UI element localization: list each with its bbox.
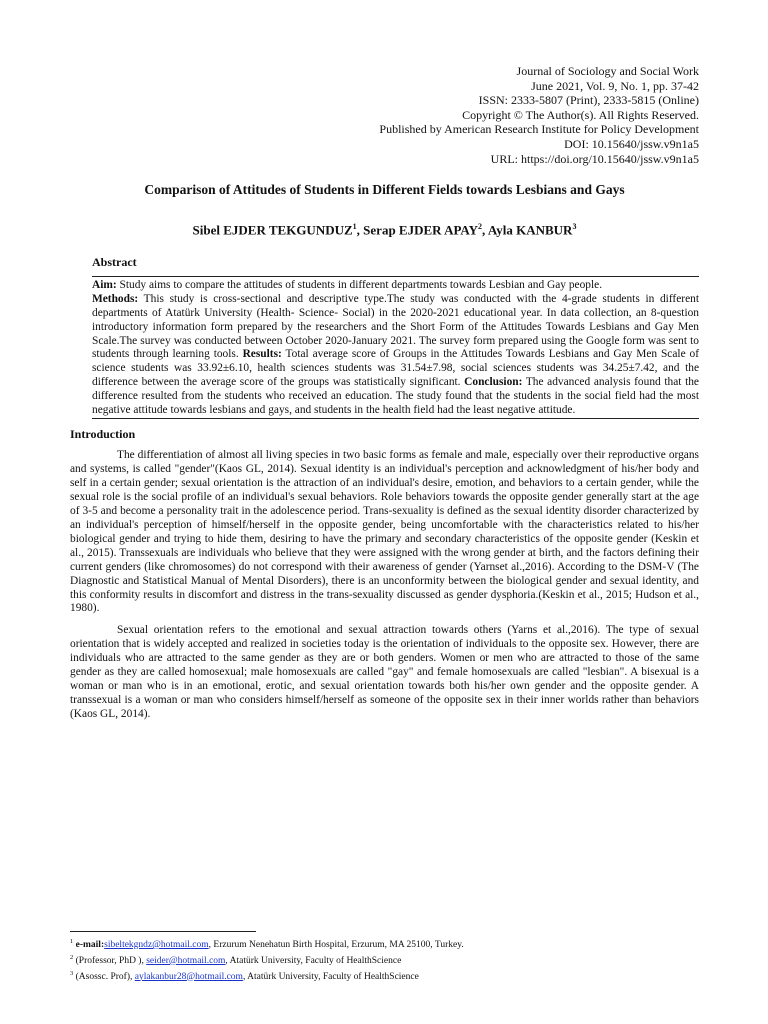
email-link[interactable]: aylakanbur28@hotmail.com — [134, 971, 243, 982]
aim-text: Study aims to compare the attitudes of students in different departments towards Lesbian and Gay people. — [116, 279, 603, 292]
footnote-text: , Erzurum Nenehatun Birth Hospital, Erzurum, MA 25100, Turkey. — [208, 940, 464, 951]
doi: DOI: 10.15640/jssw.v9n1a5 — [564, 136, 699, 151]
conclusion-text: The advanced analysis found that the difference resulted from the students who received an education. The study found that the students in the social field had the most negative attitude towards lesbians and gays, and students in the health field had the least negative attitude. — [92, 376, 699, 416]
results-label: Results: — [242, 348, 282, 361]
footnote-divider — [70, 931, 256, 932]
footnote-text: , Atatürk University, Faculty of HealthScience — [225, 955, 402, 966]
publisher: Published by American Research Institute for Policy Development — [379, 122, 699, 137]
author-name: Sibel EJDER TEKGUNDUZ — [192, 222, 353, 238]
url: URL: https://doi.org/10.15640/jssw.v9n1a5 — [490, 151, 699, 166]
footnote-number: 1 — [70, 938, 74, 945]
methods-label: Methods: — [92, 293, 139, 306]
issn: ISSN: 2333-5807 (Print), 2333-5815 (Online) — [478, 93, 699, 108]
author-name: Ayla KANBUR — [487, 222, 573, 238]
author-affiliation-mark: 2 — [478, 222, 483, 232]
body-paragraph: The differentiation of almost all living species in two basic forms as female and male, especially over their reproductive organs and systems, is called "gender"(Kaos GL, 2014). Sexual identity is an individual's perception and acknowledgment of his/her body and self in a certain gender; sexual orientation is the attraction of an individual's desire, emotion, and behaviors to a certain gender, while the sexual role is the social profile of an individual's sexual behaviors. Role behaviors towards the opposite gender generally start at the age of 3-5 and become a personality trait in the adolescence period. Trans-sexuality is defined as the sexual identity disorder characterized by an individual's perception of himself/herself in the opposite gender, being uncomfortable with the characteristics related to his/her biological gender and trying to hide them, desiring to have the primary and secondary characteristics of the opposite gender (Keskin et al., 2015). Transsexuals are individuals who believe that they were assigned with the wrong gender at birth, and the factors defining their current genders (like chromosomes) do not correspond with their awareness of gender (Yarnset al.,2016). According to the DSM-V (The Diagnostic and Statistical Manual of Mental Disorders), there is an unconformity between the biological gender and sexual identity, and this conformity results in discomfort and distress in the trans-sexuality discussed as gender dysphoria.(Keskin et al., 2015; Hudson et al., 1980). — [70, 449, 699, 615]
footnote-prefix: (Asossc. Prof), — [75, 971, 135, 982]
issue-info: June 2021, Vol. 9, No. 1, pp. 37-42 — [531, 78, 699, 93]
email-link[interactable]: seider@hotmail.com — [146, 955, 226, 966]
copyright: Copyright © The Author(s). All Rights Reserved. — [462, 107, 699, 122]
introduction-heading: Introduction — [70, 427, 136, 442]
footnote-item — [70, 936, 699, 952]
footnote-item — [70, 968, 699, 984]
footnote-text: , Atatürk University, Faculty of HealthScience — [242, 971, 419, 982]
author-affiliation-mark: 1 — [352, 222, 357, 232]
journal-name: Journal of Sociology and Social Work — [516, 64, 699, 78]
paper-title: Comparison of Attitudes of Students in Different Fields towards Lesbians and Gays — [144, 182, 625, 198]
footnotes — [70, 931, 699, 983]
author-name: Serap EJDER APAY — [363, 222, 479, 238]
footnote-prefix: (Professor, PhD ), — [75, 955, 147, 966]
results-text: Total average score of Groups in the Attitudes Towards Lesbians and Gay Men Scale of science students was 33.92±6.10, health sciences students was 31.54±7.98, social sciences students was 34.25±7.42, and the difference between the average score of the groups was statistically significant. — [92, 348, 699, 389]
abstract-body — [92, 276, 699, 419]
article-page — [70, 64, 699, 722]
journal-header — [70, 64, 699, 166]
author-affiliation-mark: 3 — [572, 222, 577, 232]
author-list — [70, 222, 699, 238]
abstract-heading: Abstract — [92, 255, 137, 270]
aim-label: Aim: — [92, 279, 117, 292]
body-paragraph: Sexual orientation refers to the emotional and sexual attraction towards others (Yarns et al.,2016). The type of sexual orientation that is widely accepted and realized in societies today is the orientation of individuals to the opposite sex. However, there are individuals who are attracted to the same gender as they are or both genders. Women or men who are attracted to those of the same gender as they are called homosexual; male homosexuals are called "gay" and female homosexuals are called "lesbian". A bisexual is a woman or man who is in an emotional, erotic, and sexual orientation towards both his/her own gender and the opposite gender. A transsexual is a woman or man who considers himself/herself as someone of the opposite sex in their inner worlds rather than behaviors (Kaos GL, 2014). — [70, 624, 699, 720]
footnote-number: 3 — [70, 969, 74, 977]
footnote-number: 2 — [70, 953, 74, 961]
email-link[interactable]: sibeltekgndz@hotmail.com — [104, 940, 209, 951]
author-separator: , — [356, 222, 364, 238]
conclusion-label: Conclusion: — [464, 376, 523, 389]
footnote-email-label: e-mail: — [75, 940, 105, 951]
methods-text: This study is cross-sectional and descriptive type.The study was conducted with the 4-grade students in different departments of Atatürk University (Health- Science- Social) in the 2020-2021 educational year. In data collection, an 8-question introductory information form prepared by the researchers and the Short Form of the Attitudes Towards Lesbians and Gay Men Scale.The survey was conducted between October 2020-January 2021. The survey form prepared using the Google form was sent to students through learning tools. — [92, 293, 699, 361]
footnote-item — [70, 952, 699, 968]
author-separator: , — [482, 222, 488, 238]
